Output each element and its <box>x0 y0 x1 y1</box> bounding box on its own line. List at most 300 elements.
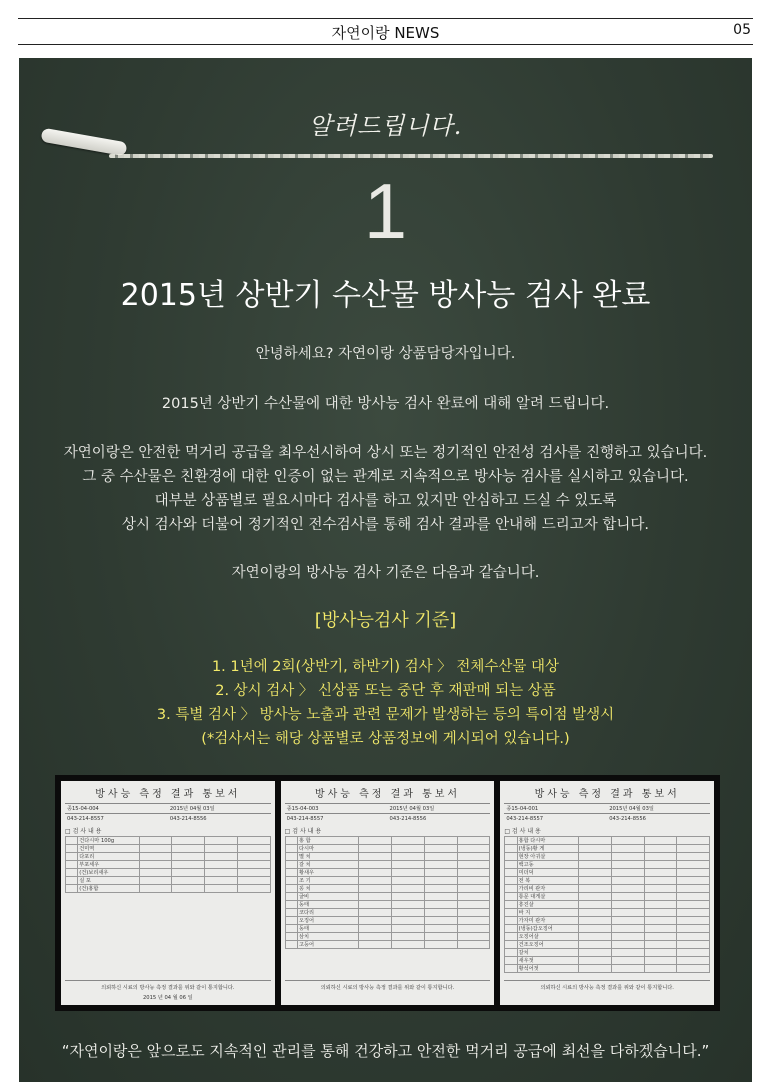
item-name: 부포세우 <box>78 861 139 869</box>
table-cell <box>677 901 710 909</box>
table-cell <box>677 861 710 869</box>
row-number <box>505 893 517 901</box>
table-row <box>285 869 490 877</box>
table-row <box>505 933 710 941</box>
item-name: 동태 <box>297 925 358 933</box>
table-cell <box>579 837 612 845</box>
item-name: 현장 아귀살 <box>517 853 578 861</box>
table-cell <box>392 885 425 893</box>
criteria-item: 2. 상시 검사 〉 신상품 또는 중단 후 재판매 되는 상품 <box>215 683 556 699</box>
table-cell <box>644 869 677 877</box>
item-name: 삼치 <box>297 933 358 941</box>
table-cell <box>172 869 205 877</box>
table-cell <box>579 853 612 861</box>
table-cell <box>644 901 677 909</box>
table-row <box>505 893 710 901</box>
table-row <box>285 861 490 869</box>
row-number <box>285 941 297 949</box>
table-cell <box>392 933 425 941</box>
table-cell <box>424 917 457 925</box>
item-name: 바 지 <box>517 909 578 917</box>
item-name: 황석어젓 <box>517 965 578 973</box>
table-cell <box>424 893 457 901</box>
table-cell <box>359 941 392 949</box>
table-cell <box>424 909 457 917</box>
report-section-title: □ 검 사 내 용 <box>504 828 541 835</box>
table-cell <box>579 965 612 973</box>
table-cell <box>457 853 490 861</box>
table-cell <box>205 877 238 885</box>
report-title: 방사능 측정 결과 통보서 <box>314 789 461 800</box>
report-contact-row <box>65 813 271 823</box>
report-footer: 의뢰하신 시료의 방사능 측정 결과를 위와 같이 통지합니다. <box>65 980 271 991</box>
item-name: 가자미 관자 <box>517 917 578 925</box>
table-row <box>285 901 490 909</box>
table-cell <box>392 917 425 925</box>
table-cell <box>139 861 172 869</box>
table-cell <box>172 845 205 853</box>
report-footer: 의뢰하신 시료의 방사능 측정 결과를 위와 같이 통지합니다. <box>285 980 491 991</box>
table-cell <box>424 877 457 885</box>
table-cell <box>677 925 710 933</box>
table-cell <box>644 933 677 941</box>
row-number <box>66 869 78 877</box>
table-cell <box>611 869 644 877</box>
item-name: (건)홍합 <box>78 885 139 893</box>
table-cell <box>611 965 644 973</box>
chalkboard-panel <box>19 58 752 1082</box>
table-cell <box>457 837 490 845</box>
item-name: 전 복 <box>517 877 578 885</box>
table-cell <box>139 885 172 893</box>
table-cell <box>677 957 710 965</box>
table-row <box>66 861 271 869</box>
table-cell <box>611 837 644 845</box>
row-number <box>285 837 297 845</box>
table-cell <box>611 885 644 893</box>
table-cell <box>579 917 612 925</box>
intro-text: 2015년 상반기 수산물에 대한 방사능 검사 완료에 대해 알려 드립니다. <box>161 396 610 412</box>
table-cell <box>392 941 425 949</box>
row-number <box>285 893 297 901</box>
row-number <box>66 877 78 885</box>
table-cell <box>457 901 490 909</box>
table-cell <box>644 853 677 861</box>
table-cell <box>172 837 205 845</box>
table-cell <box>579 845 612 853</box>
table-cell <box>205 861 238 869</box>
table-cell <box>644 949 677 957</box>
report-fax: 043-214-8556 <box>389 815 427 822</box>
table-cell <box>457 933 490 941</box>
notice-headline: 2015년 상반기 수산물 방사능 검사 완료 <box>120 278 651 313</box>
table-cell <box>359 909 392 917</box>
table-cell <box>611 941 644 949</box>
body-line: 상시 검사와 더불어 정기적인 전수검사를 통해 검사 결과를 안내해 드리고자 합니다. <box>122 517 649 533</box>
table-row <box>285 917 490 925</box>
table-cell <box>424 933 457 941</box>
table-cell <box>139 837 172 845</box>
table-cell <box>611 901 644 909</box>
table-cell <box>205 837 238 845</box>
row-number <box>285 853 297 861</box>
table-cell <box>392 925 425 933</box>
row-number <box>505 949 517 957</box>
table-cell <box>677 909 710 917</box>
row-number <box>505 861 517 869</box>
table-row <box>505 917 710 925</box>
report-contact-row <box>285 813 491 823</box>
table-cell <box>611 909 644 917</box>
report-phone: 043-214-8557 <box>506 815 544 822</box>
row-number <box>505 901 517 909</box>
item-name: 백고동 <box>517 861 578 869</box>
item-name: 건다시마 100g <box>78 837 139 845</box>
item-name: 다포리 <box>78 853 139 861</box>
table-cell <box>424 869 457 877</box>
table-row <box>505 909 710 917</box>
table-row <box>505 861 710 869</box>
table-cell <box>359 837 392 845</box>
report-table <box>65 836 271 893</box>
table-cell <box>644 965 677 973</box>
item-name: 황새우 <box>297 869 358 877</box>
item-name: 실 포 <box>78 877 139 885</box>
receipt-number: 종15-04-004 <box>67 806 99 812</box>
table-cell <box>579 869 612 877</box>
item-name: 홍 합 <box>297 837 358 845</box>
report-document <box>500 781 714 1005</box>
table-cell <box>677 933 710 941</box>
table-row <box>285 893 490 901</box>
item-name: (냉동)황 게 <box>517 845 578 853</box>
table-cell <box>392 837 425 845</box>
table-cell <box>611 917 644 925</box>
greeting-text: 안녕하세요? 자연이랑 상품담당자입니다. <box>255 346 516 362</box>
table-row <box>285 853 490 861</box>
item-name: 다시마 <box>297 845 358 853</box>
table-row <box>285 885 490 893</box>
table-cell <box>457 885 490 893</box>
report-meta-row <box>285 803 491 813</box>
report-section-title: □ 검 사 내 용 <box>284 828 322 835</box>
row-number <box>66 837 78 845</box>
row-number <box>505 925 517 933</box>
item-name: 갈치 <box>517 949 578 957</box>
table-cell <box>644 957 677 965</box>
table-cell <box>677 893 710 901</box>
table-row <box>505 957 710 965</box>
item-name: 오징어살 <box>517 933 578 941</box>
report-fax: 043-214-8556 <box>609 815 646 822</box>
table-cell <box>579 941 612 949</box>
table-row <box>505 901 710 909</box>
table-cell <box>677 869 710 877</box>
table-row <box>505 941 710 949</box>
table-cell <box>644 893 677 901</box>
row-number <box>505 877 517 885</box>
row-number <box>285 901 297 909</box>
table-cell <box>644 917 677 925</box>
notice-handwritten-title: 알려드립니다. <box>308 112 463 140</box>
table-cell <box>359 917 392 925</box>
table-cell <box>644 909 677 917</box>
row-number <box>285 885 297 893</box>
row-number <box>285 861 297 869</box>
table-row <box>505 845 710 853</box>
table-cell <box>611 925 644 933</box>
table-cell <box>359 933 392 941</box>
table-cell <box>237 869 270 877</box>
table-cell <box>359 845 392 853</box>
criteria-note: (*검사서는 해당 상품별로 상품정보에 게시되어 있습니다.) <box>201 731 570 747</box>
table-row <box>505 885 710 893</box>
notice-number: 1 <box>363 167 408 255</box>
table-cell <box>677 917 710 925</box>
table-cell <box>237 845 270 853</box>
newsletter-title: 자연이랑 NEWS <box>331 24 440 42</box>
table-cell <box>172 853 205 861</box>
report-meta-row <box>504 803 710 813</box>
table-row <box>66 885 271 893</box>
table-cell <box>611 893 644 901</box>
criteria-item: 1. 1년에 2회(상반기, 하반기) 검사 〉 전체수산물 대상 <box>211 659 560 675</box>
table-cell <box>579 893 612 901</box>
report-document <box>281 781 495 1005</box>
table-cell <box>392 853 425 861</box>
report-table <box>285 836 491 949</box>
body-line: 자연이랑은 안전한 먹거리 공급을 최우선시하여 상시 또는 정기적인 안전성 검사를 진행하고 있습니다. <box>63 445 708 461</box>
report-document <box>61 781 275 1005</box>
table-cell <box>205 869 238 877</box>
table-cell <box>359 861 392 869</box>
receipt-number: 종15-04-001 <box>506 806 539 812</box>
table-cell <box>457 941 490 949</box>
report-contact-row <box>504 813 710 823</box>
report-footer: 의뢰하신 시료의 방사능 측정 결과를 위와 같이 통지합니다. <box>504 980 710 991</box>
item-name: 조 기 <box>297 877 358 885</box>
table-cell <box>172 877 205 885</box>
table-cell <box>677 885 710 893</box>
table-cell <box>611 933 644 941</box>
table-cell <box>457 869 490 877</box>
table-cell <box>359 877 392 885</box>
row-number <box>285 925 297 933</box>
table-row <box>285 837 490 845</box>
item-name: 꽁 치 <box>297 885 358 893</box>
item-name: 굴비 <box>297 893 358 901</box>
table-cell <box>611 877 644 885</box>
item-name: (건)보리새우 <box>78 869 139 877</box>
table-cell <box>579 877 612 885</box>
row-number <box>285 845 297 853</box>
row-number <box>285 909 297 917</box>
body-paragraph <box>19 441 752 537</box>
table-row <box>66 845 271 853</box>
table-cell <box>424 853 457 861</box>
table-row <box>505 837 710 845</box>
table-cell <box>677 853 710 861</box>
table-cell <box>424 845 457 853</box>
table-row <box>285 925 490 933</box>
report-phone: 043-214-8557 <box>286 815 324 822</box>
row-number <box>505 941 517 949</box>
table-cell <box>644 941 677 949</box>
item-name: 동태 <box>297 901 358 909</box>
table-cell <box>205 845 238 853</box>
standard-title: [방사능검사 기준] <box>314 610 457 631</box>
table-cell <box>611 949 644 957</box>
table-cell <box>611 853 644 861</box>
table-cell <box>457 909 490 917</box>
report-title: 방사능 측정 결과 통보서 <box>534 789 680 800</box>
table-row <box>285 909 490 917</box>
table-cell <box>424 837 457 845</box>
table-cell <box>611 845 644 853</box>
page-number: 05 <box>733 22 751 38</box>
report-meta-row <box>65 803 271 813</box>
report-footer-date: 2015 년 04 월 06 일 <box>142 995 193 1001</box>
row-number <box>66 885 78 893</box>
item-name: 고등어 <box>297 941 358 949</box>
table-cell <box>205 853 238 861</box>
table-row <box>66 869 271 877</box>
table-cell <box>359 925 392 933</box>
table-cell <box>424 925 457 933</box>
table-cell <box>457 917 490 925</box>
item-name: 새우젓 <box>517 957 578 965</box>
table-row <box>66 877 271 885</box>
row-number <box>505 885 517 893</box>
table-cell <box>237 877 270 885</box>
table-cell <box>139 869 172 877</box>
table-cell <box>644 877 677 885</box>
item-name: 흥진살 <box>517 901 578 909</box>
report-date: 2015년 04월 03일 <box>169 806 215 812</box>
item-name: 오징어 <box>297 917 358 925</box>
table-cell <box>579 957 612 965</box>
table-cell <box>359 901 392 909</box>
item-name: 홍합 다시마 <box>517 837 578 845</box>
table-cell <box>677 965 710 973</box>
item-name: 가리비 관자 <box>517 885 578 893</box>
body-line: 대부분 상품별로 필요시마다 검사를 하고 있지만 안심하고 드실 수 있도록 <box>154 493 617 509</box>
report-table <box>504 836 710 973</box>
table-cell <box>457 925 490 933</box>
table-cell <box>579 901 612 909</box>
table-cell <box>205 885 238 893</box>
report-fax: 043-214-8556 <box>169 815 207 822</box>
table-row <box>505 925 710 933</box>
body-line: 그 중 수산물은 친환경에 대한 인증이 없는 관계로 지속적으로 방사능 검사를 실시하고 있습니다. <box>82 469 689 485</box>
table-cell <box>677 877 710 885</box>
table-cell <box>359 893 392 901</box>
table-cell <box>677 941 710 949</box>
table-row <box>285 933 490 941</box>
table-cell <box>172 885 205 893</box>
standard-intro: 자연이랑의 방사능 검사 기준은 다음과 같습니다. <box>231 565 540 581</box>
table-cell <box>457 845 490 853</box>
table-cell <box>677 949 710 957</box>
table-cell <box>237 853 270 861</box>
table-row <box>66 837 271 845</box>
row-number <box>505 853 517 861</box>
item-name: (냉동)갑오징어 <box>517 925 578 933</box>
table-row <box>285 877 490 885</box>
table-cell <box>139 845 172 853</box>
table-cell <box>457 877 490 885</box>
receipt-number: 종15-04-003 <box>286 806 319 812</box>
row-number <box>505 933 517 941</box>
row-number <box>505 845 517 853</box>
table-cell <box>644 845 677 853</box>
report-phone: 043-214-8557 <box>67 815 104 822</box>
table-cell <box>237 861 270 869</box>
item-name: 코다리 <box>297 909 358 917</box>
row-number <box>285 917 297 925</box>
page-header <box>18 0 753 46</box>
report-title: 방사능 측정 결과 통보서 <box>95 789 241 800</box>
table-cell <box>644 837 677 845</box>
table-cell <box>424 941 457 949</box>
item-name: 건조오징어 <box>517 941 578 949</box>
table-cell <box>392 869 425 877</box>
table-cell <box>139 877 172 885</box>
table-cell <box>611 861 644 869</box>
table-cell <box>424 901 457 909</box>
header-rule-bottom <box>18 44 753 45</box>
row-number <box>66 853 78 861</box>
table-cell <box>424 885 457 893</box>
table-cell <box>392 893 425 901</box>
row-number <box>505 965 517 973</box>
table-cell <box>392 861 425 869</box>
table-cell <box>611 957 644 965</box>
table-cell <box>579 933 612 941</box>
row-number <box>285 933 297 941</box>
item-name: 건미역 <box>78 845 139 853</box>
item-name: 통문 대게살 <box>517 893 578 901</box>
table-cell <box>579 909 612 917</box>
table-cell <box>644 861 677 869</box>
table-cell <box>644 885 677 893</box>
table-cell <box>392 845 425 853</box>
table-row <box>285 941 490 949</box>
table-row <box>505 877 710 885</box>
table-cell <box>677 837 710 845</box>
item-name: 갈 치 <box>297 861 358 869</box>
table-row <box>505 965 710 973</box>
report-section-title: □ 검 사 내 용 <box>65 828 102 835</box>
table-cell <box>457 893 490 901</box>
table-cell <box>579 925 612 933</box>
table-cell <box>237 837 270 845</box>
item-name: 멸 치 <box>297 853 358 861</box>
table-cell <box>359 853 392 861</box>
table-cell <box>677 845 710 853</box>
header-rule-top <box>18 18 753 19</box>
table-cell <box>579 861 612 869</box>
table-cell <box>172 861 205 869</box>
table-cell <box>359 869 392 877</box>
table-row <box>285 845 490 853</box>
table-cell <box>579 949 612 957</box>
row-number <box>285 877 297 885</box>
table-cell <box>644 925 677 933</box>
row-number <box>505 957 517 965</box>
row-number <box>505 917 517 925</box>
row-number <box>66 861 78 869</box>
